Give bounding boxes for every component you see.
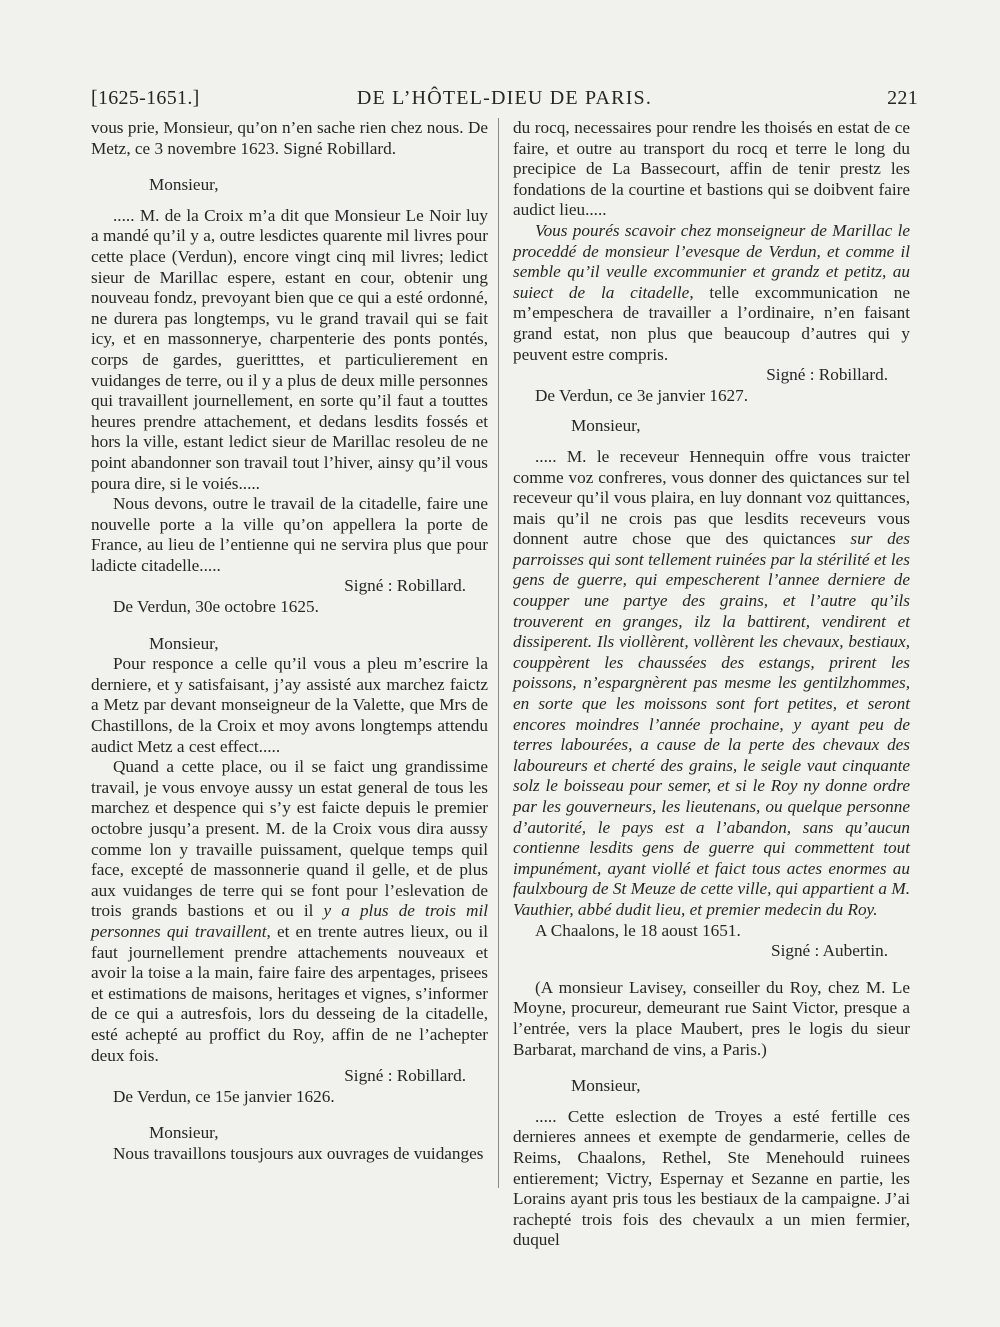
dateline: De Verdun, ce 3e janvier 1627. [535, 385, 749, 405]
italic-run: y a plus de trois mil personnes qui travaillent [91, 901, 488, 941]
dateline: A Chaalons, le 18 aoust 1651. [535, 920, 741, 940]
salutation: Monsieur, [149, 1123, 219, 1143]
paragraph: ..... M. de la Croix m’a dit que Monsieur Le Noir luy a mandé qu’il y a, outre lesdictes quarente mil livres pour cette place (Verdun), encore vingt cinq mil livres; ledict sieur de Marillac espere, estant en cour, obtenir ung nouveau fondz, prevoyant bien que ce qui a esté ordonné, ne durera pas longtemps, vu le grand travail qui se fait icy, et en massonnerye, charpenterie des ponts pontés, corps de gardes, gueritttes, et particulierement en vuidanges de terre, ou il y a plus de deux mille personnes qui travaillent journellement, en sorte qu’il faut a touttes heures prendre attachement, et dedans lesdits fossés et hors la ville, estant ledict sieur de Marillac resoleu de ne point abandonner son travail tout l’hiver, ainsy qu’il vous poura dire, si le voiés..... [91, 205, 488, 493]
header-title: DE L’HÔTEL-DIEU DE PARIS. [356, 87, 653, 109]
signature: Signé : Robillard. [766, 365, 888, 385]
salutation: Monsieur, [149, 633, 219, 653]
paragraph: Pour responce a celle qu’il vous a pleu m’escrire la derniere, et y satisfaisant, j’ay assisté aux marchez faictz a Metz par devant monseigneur de la Valette, que Mrs de Chastillons, de la Croix et moy avons longtemps attendu audict Metz a cest effect..... [91, 654, 488, 756]
salutation: Monsieur, [571, 1076, 641, 1096]
paragraph [91, 757, 488, 1066]
signature: Signé : Robillard. [344, 1066, 466, 1086]
text-run: ..... M. le receveur Hennequin offre vous traicter comme voz confreres, vous donner des quictances sur tel receveur qu’il vous plaira, en luy donnant voz quittances, mais qu’il ne crois pas que lesdits receveurs vous donnent autre chose que des quictances [513, 446, 910, 549]
right-column [513, 118, 910, 1251]
text-run: Quand a cette place, ou il se faict ung grandissime travail, je vous envoye aussy un estat general de tous les marchez et despence qui s’y est faicte depuis le premier octobre jusqu’a present. M. de la Croix vous dira aussy comme lon y travaille puissament, quelque temps quil face, excepté de massonnerie quand il gelle, et de plus aux vuidanges de terre qui se font pour l’eslevation de trois grands bastions et ou il [91, 757, 488, 921]
text-run: , telle excommunication ne m’empeschera de travailler a l’ordinaire, n’en faisant grand estat, non plus que beaucoup d’autres qui y peuvent estre compris. [513, 282, 911, 364]
column-divider [498, 118, 499, 1188]
dateline: De Verdun, 30e octobre 1625. [113, 597, 319, 617]
paragraph: vous prie, Monsieur, qu’on n’en sache rien chez nous. De Metz, ce 3 novembre 1623. Signé Robillard. [91, 118, 488, 158]
address-block: (A monsieur Lavisey, conseiller du Roy, chez M. Le Moyne, procureur, demeurant rue Saint Victor, presque a l’entrée, vers la place Maubert, pres le logis du sieur Barbarat, marchand de vins, a Paris.) [513, 977, 910, 1059]
paragraph: Nous travaillons tousjours aux ouvrages de vuidanges [113, 1143, 484, 1163]
italic-run: Vous pourés scavoir chez monseigneur de Marillac le proceddé de monsieur l’evesque de Verdun, et comme il semble qu’il veulle excommunier et grandz et petitz, au suiect de la citadelle [513, 220, 910, 302]
header-date-range: [1625-1651.] [91, 87, 200, 109]
paragraph [513, 221, 910, 365]
running-header [91, 87, 918, 117]
paragraph: Nous devons, outre le travail de la citadelle, faire une nouvelle porte a la ville qu’on appellera la porte de France, au lieu de l’entienne qui ne servira plus que pour ladicte citadelle..... [91, 494, 488, 575]
dateline: De Verdun, ce 15e janvier 1626. [113, 1086, 335, 1106]
left-column [91, 118, 488, 1165]
paragraph: du rocq, necessaires pour rendre les thoisés en estat de ce faire, et outre au transport du rocq et terre le long du precipice de La Bassecourt, affin de tenir prestz les fondations de la courtine et bastions qui se doibvent faire audict lieu..... [513, 118, 910, 220]
salutation: Monsieur, [571, 416, 641, 436]
page-number: 221 [887, 87, 918, 109]
salutation: Monsieur, [149, 175, 219, 195]
signature: Signé : Aubertin. [771, 941, 888, 961]
paragraph: ..... Cette eslection de Troyes a esté fertille ces dernieres annees et exempte de gendarmerie, celles de Reims, Chaalons, Rethel, Ste Menehould ruinees entierement; Victry, Espernay et Sezanne en partie, les Lorains ayant pris tous les bestiaux de la campaigne. J’ai rachepté trois fois des chevaulx a un mien fermier, duquel [513, 1106, 910, 1250]
italic-run: sur des parroisses qui sont tellement ruinées par la stérilité et les gens de guerre, qui empescherent l’annee derniere de coupper une partye des grains, et l’autre qu’ils trouverent en granges, ilz la battirent, vendirent et dissiperent. Ils viollèrent, vollèrent les chevaux, bestiaux, couppèrent les chaussées des estangs, prirent les poissons, n’espargnèrent pas mesme les gentilzhommes, en sorte que les moissons sont fort petites, et seront encores moindres l’année prochaine, y ayant peu de terres labourées, a cause de la perte des chevaux des laboureurs et cherté des grains, le seigle vaut cinquante solz le boisseau pour semer, et si le Roy ny donne ordre par les gouverneurs, les lieutenans, ou quelque personne d’autorité, le pays est a l’abandon, sans qu’aucun contienne lesdits gens de guerre qui commettent tout impunément, ayant viollé et faict tous actes enormes au faulxbourg de St Meuze de cette ville, qui appartient a M. Vauthier, abbé dudit lieu, et premier medecin du Roy. [513, 529, 911, 919]
text-run: , et en trente autres lieux, ou il faut journellement prendre attachements nouveaux et avoir la toise a la main, faire faire des arpentages, prisees et estimations de maisons, heritages et vignes, s’informer de ce qui a autresfois, lors du desseing de la citadelle, esté achepté au proffict du Roy, affin de ne l’achepter deux fois. [91, 921, 488, 1065]
signature: Signé : Robillard. [344, 576, 466, 596]
paragraph [513, 447, 910, 921]
